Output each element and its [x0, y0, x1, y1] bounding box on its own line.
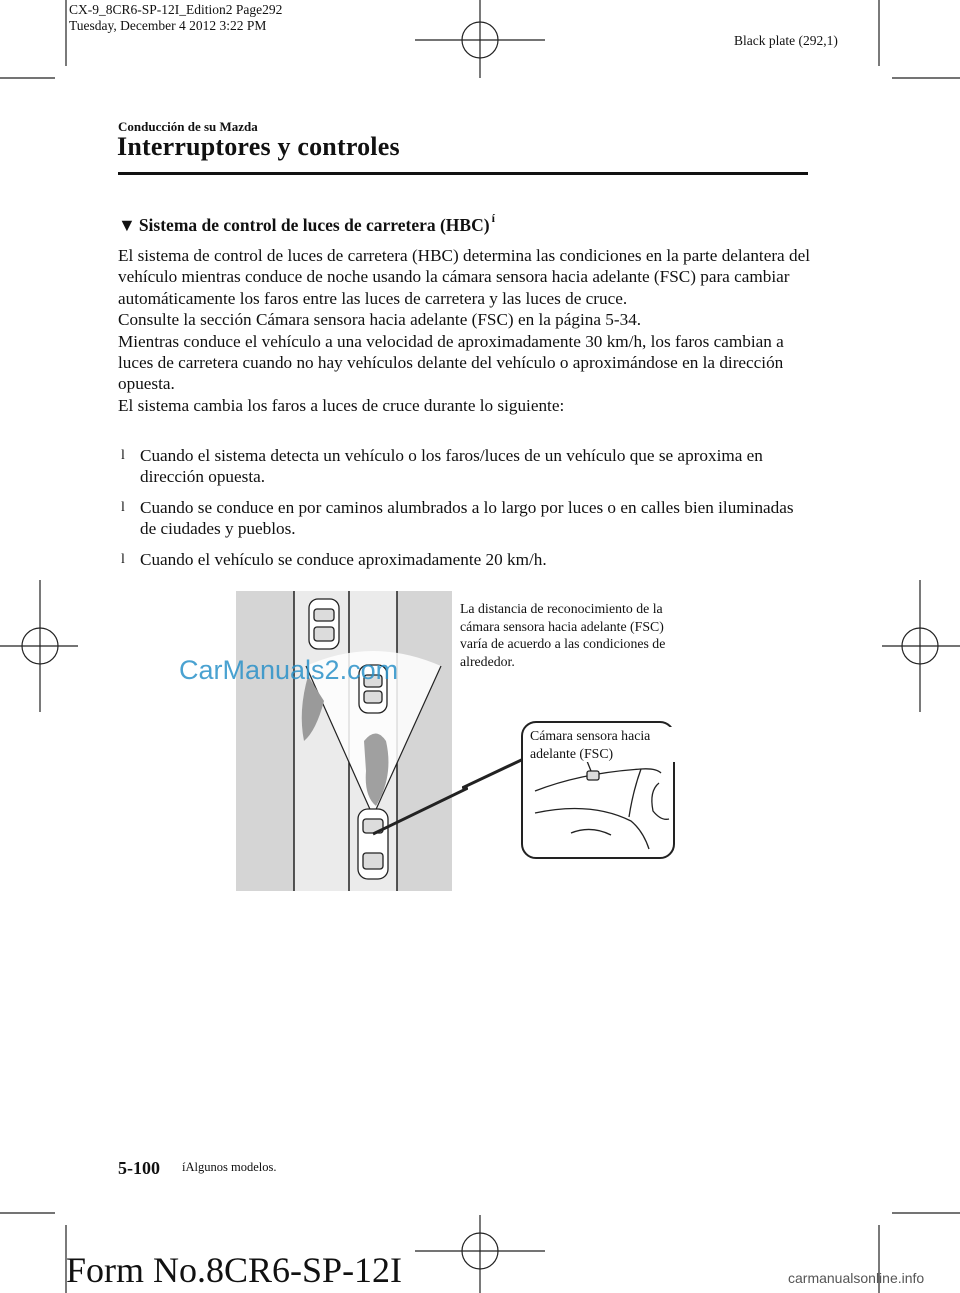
footnote [182, 1160, 276, 1175]
triangle-marker: ▼ [118, 215, 136, 235]
subsection-title: Sistema de control de luces de carretera (HBC) [138, 215, 490, 235]
range-caption: La distancia de reconocimiento de la cámara sensora hacia adelante (FSC) varía de acuerdo a las condiciones de alrededor. [460, 601, 666, 669]
registration-target-left [0, 580, 78, 712]
site-watermark: carmanualsonline.info [788, 1270, 925, 1286]
title-rule [118, 172, 808, 175]
bullet-icon: l [121, 551, 125, 567]
subsection-heading [118, 211, 495, 236]
registration-target-right [882, 580, 960, 712]
doc-date: Tuesday, December 4 2012 3:22 PM [69, 18, 267, 33]
black-plate-label: Black plate (292,1) [734, 33, 838, 48]
list-item [118, 445, 808, 488]
bullet-list [118, 445, 808, 579]
form-number: Form No.8CR6-SP-12I [66, 1250, 403, 1290]
list-item [118, 497, 808, 540]
list-item [118, 549, 808, 570]
asterisk-icon: í [491, 211, 495, 225]
bullet-icon: l [121, 448, 125, 463]
page-title: Interruptores y controles [117, 132, 400, 161]
doc-id: CX-9_8CR6-SP-12I_Edition2 Page292 [69, 2, 283, 17]
paragraph: Consulte la sección Cámara sensora hacia adelante (FSC) en la página 5-34. [118, 310, 642, 330]
registration-target-top [415, 0, 545, 78]
paragraph: Mientras conduce el vehículo a una velocidad de aproximadamente 30 km/h, los faros cambian a luces de carretera cuando no hay vehículos delante del vehículo o aproximándose en la dirección opuesta. [118, 331, 784, 394]
oncoming-car [309, 599, 339, 649]
own-car [358, 809, 388, 879]
asterisk-icon: í [182, 1160, 186, 1174]
registration-target-bottom [415, 1215, 545, 1293]
list-item-text: Cuando el sistema detecta un vehículo o los faros/luces de un vehículo que se aproxima en dirección opuesta. [140, 446, 763, 487]
footnote-text: Algunos modelos. [185, 1160, 277, 1174]
page-number: 5-100 [118, 1158, 160, 1178]
body-text [118, 245, 818, 416]
camera-caption: Cámara sensora hacia adelante (FSC) [530, 727, 675, 762]
list-item-text: Cuando el vehículo se conduce aproximadamente 20 km/h. [140, 549, 547, 569]
section-label: Conducción de su Mazda [118, 119, 258, 134]
road-illustration [236, 591, 468, 891]
paragraph: El sistema de control de luces de carretera (HBC) determina las condiciones en la parte delantera del vehículo mientras conduce de noche usando la cámara sensora hacia adelante (FSC) para cambiar automáticamente los faros entre las luces de carretera y las luces de cruce. [118, 246, 810, 308]
paragraph: El sistema cambia los faros a luces de cruce durante lo siguiente: [118, 395, 565, 415]
bullet-icon: l [121, 499, 125, 515]
list-item-text: Cuando se conduce en por caminos alumbrados a lo largo por luces o en calles bien iluminadas de ciudades y pueblos. [140, 497, 794, 539]
watermark: CarManuals2.com [179, 655, 399, 685]
